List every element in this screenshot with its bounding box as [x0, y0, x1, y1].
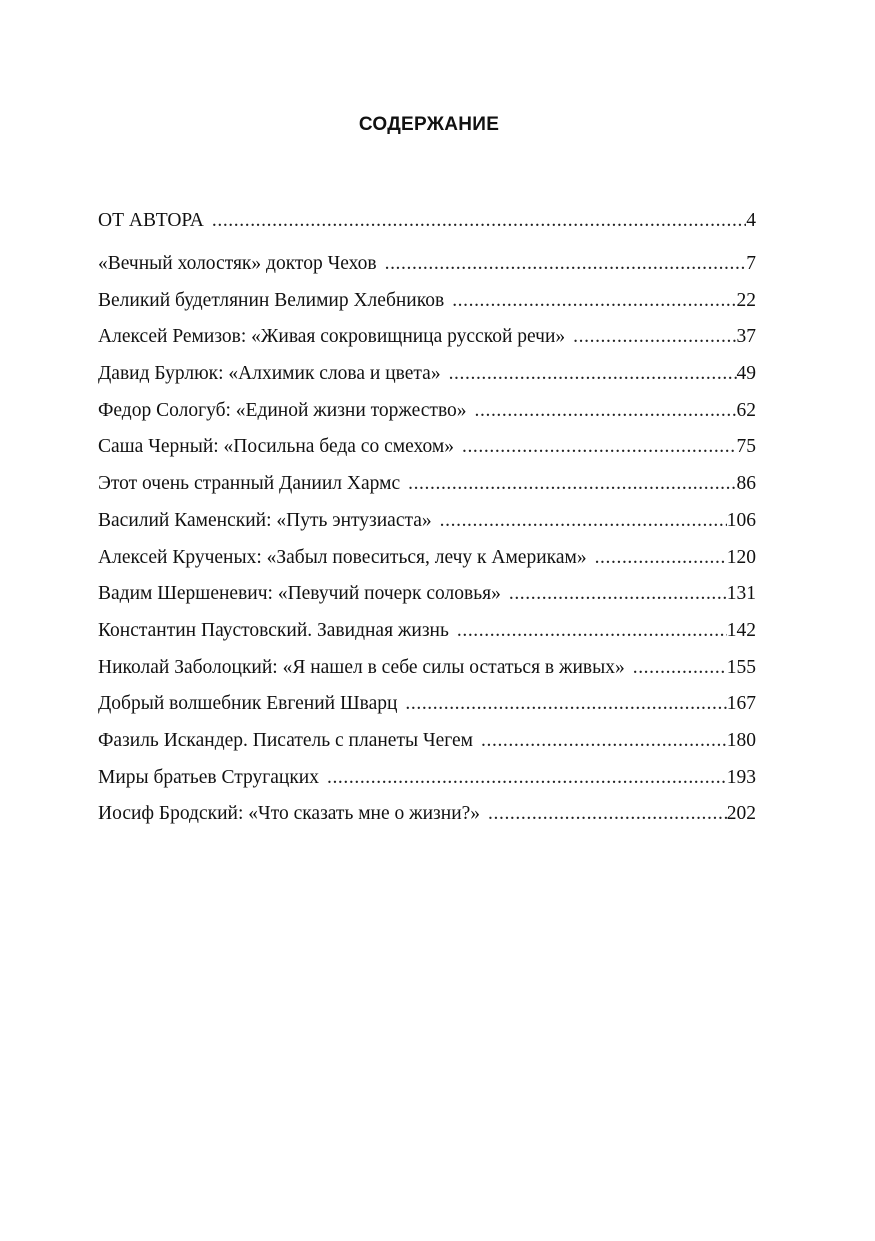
toc-entry-title: Василий Каменский: «Путь энтузиаста»: [98, 509, 432, 531]
toc-leader-dots: [475, 399, 737, 423]
toc-entry-title: ОТ АВТОРА: [98, 210, 204, 231]
toc-leader-dots: [408, 472, 736, 496]
toc-entry-title: Добрый волшебник Евгений Шварц: [98, 693, 398, 715]
toc-entry-page: 49: [736, 363, 756, 385]
toc-entry-title: Фазиль Искандер. Писатель с планеты Чегем: [98, 729, 474, 751]
toc-leader-dots: [212, 209, 746, 233]
toc-entry-page: 4: [746, 210, 756, 231]
toc-entry-title: Великий будетлянин Велимир Хлебников: [98, 289, 445, 311]
toc-leader-dots: [488, 802, 727, 826]
toc-entry-title: «Вечный холостяк» доктор Чехов: [98, 253, 377, 274]
toc-leader-dots: [449, 362, 737, 386]
toc-leader-dots: [462, 435, 737, 459]
toc-entry-page: 75: [736, 436, 756, 458]
toc-entry-title: Николай Заболоцкий: «Я нашел в себе силы остаться в живых»: [98, 656, 625, 678]
toc-leader-dots: [385, 252, 747, 276]
toc-leader-dots: [573, 325, 736, 349]
toc-entry-title: Иосиф Бродский: «Что сказать мне о жизни?»: [98, 803, 481, 825]
toc-leader-dots: [633, 656, 727, 680]
toc-entry: [98, 656, 756, 680]
toc-entry-page: 142: [726, 619, 756, 641]
toc-entry: [98, 802, 756, 826]
toc-entry-title: Константин Паустовский. Завидная жизнь: [98, 619, 449, 641]
toc-entry: [98, 546, 756, 570]
toc-entry-title: Давид Бурлюк: «Алхимик слова и цвета»: [98, 363, 441, 385]
toc-entry: [98, 325, 756, 349]
toc-entry: [98, 399, 756, 423]
toc-entry: [98, 619, 756, 643]
toc-entry: [98, 435, 756, 459]
toc-leader-dots: [509, 582, 727, 606]
toc-entry-page: 180: [726, 729, 756, 751]
toc-entry-page: 131: [726, 583, 756, 605]
toc-entry-title: Федор Сологуб: «Единой жизни торжество»: [98, 399, 467, 421]
toc-entry: [98, 692, 756, 716]
toc-leader-dots: [440, 509, 727, 533]
toc-entry: [98, 209, 756, 233]
toc-entry: [98, 289, 756, 313]
toc-entry-page: 37: [736, 326, 756, 348]
toc-leader-dots: [327, 766, 727, 790]
toc-entry-page: 22: [736, 289, 756, 311]
toc-entry: [98, 766, 756, 790]
toc-entry-page: 7: [746, 253, 756, 274]
toc-leader-dots: [595, 546, 727, 570]
toc-entry-page: 167: [726, 693, 756, 715]
toc-entry-title: Саша Черный: «Посильна беда со смехом»: [98, 436, 454, 458]
toc-entry-page: 202: [726, 803, 756, 825]
toc-entry-page: 86: [736, 473, 756, 495]
toc-leader-dots: [452, 289, 736, 313]
toc-leader-dots: [457, 619, 727, 643]
toc-entry-page: 193: [726, 766, 756, 788]
toc-entry: [98, 582, 756, 606]
toc-entry-page: 62: [736, 399, 756, 421]
page-title: СОДЕРЖАНИЕ: [358, 114, 500, 135]
toc-entry: [98, 252, 756, 276]
toc-entry: [98, 362, 756, 386]
toc-entry-title: Миры братьев Стругацких: [98, 766, 319, 788]
toc-entry: [98, 472, 756, 496]
toc-entry: [98, 509, 756, 533]
toc-leader-dots: [481, 729, 727, 753]
toc-entry: [98, 729, 756, 753]
toc-entry-page: 155: [726, 656, 756, 678]
table-of-contents: [98, 209, 756, 839]
toc-entry-page: 106: [726, 509, 756, 531]
toc-entry-title: Алексей Крученых: «Забыл повеситься, лечу к Америкам»: [98, 546, 587, 568]
toc-leader-dots: [405, 692, 726, 716]
toc-entry-title: Вадим Шершеневич: «Певучий почерк соловья»: [98, 583, 501, 605]
toc-entry-page: 120: [726, 546, 756, 568]
toc-entry-title: Алексей Ремизов: «Живая сокровищница русской речи»: [98, 326, 566, 348]
toc-entry-title: Этот очень странный Даниил Хармс: [98, 473, 401, 495]
